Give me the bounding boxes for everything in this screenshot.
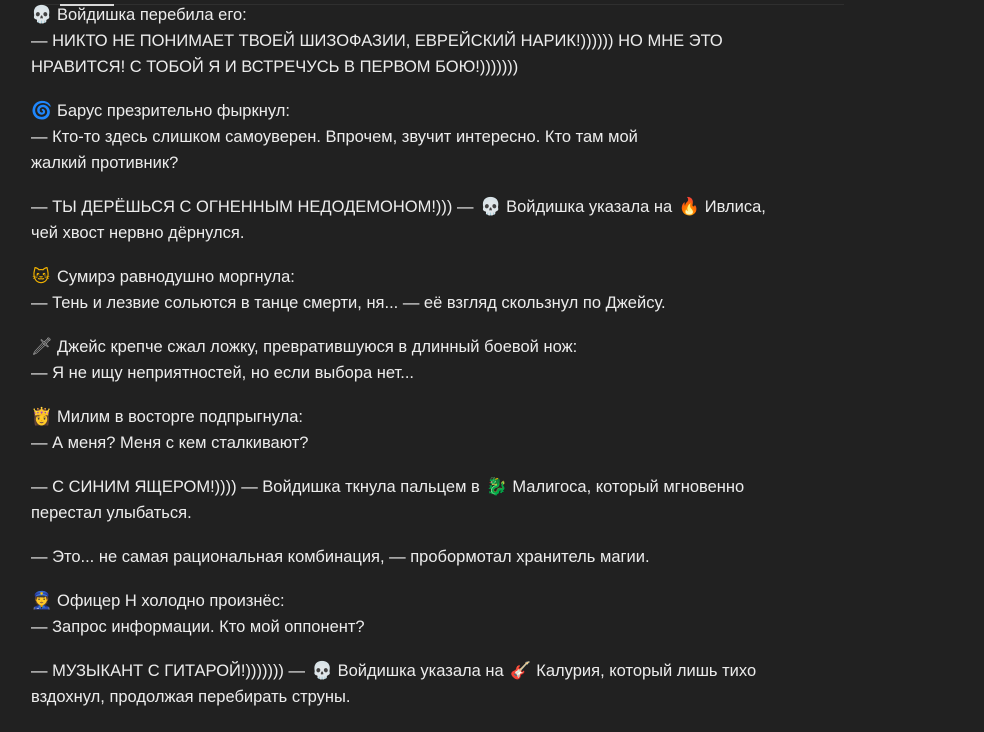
story-paragraph bbox=[31, 334, 836, 386]
dialogue-line: — Кто-то здесь слишком самоуверен. Впрочем, звучит интересно. Кто там мой bbox=[31, 128, 638, 146]
text-line bbox=[31, 2, 836, 28]
dialogue-line: — НИКТО НЕ ПОНИМАЕТ ТВОЕЙ ШИЗОФАЗИИ, ЕВРЕЙСКИЙ НАРИК!)))))) НО МНЕ ЭТО bbox=[31, 32, 723, 50]
text-line bbox=[31, 194, 836, 220]
dialogue-segment: — С СИНИМ ЯЩЕРОМ!)))) — Войдишка ткнула пальцем в bbox=[31, 478, 485, 496]
dialogue-line: — А меня? Меня с кем сталкивают? bbox=[31, 434, 309, 452]
story-paragraph bbox=[31, 404, 836, 456]
dialogue-segment: Калурия, который лишь тихо bbox=[536, 662, 757, 680]
text-line bbox=[31, 98, 836, 124]
speaker-intro: Барус презрительно фыркнул: bbox=[57, 102, 290, 120]
fire-icon: 🔥 bbox=[678, 197, 700, 217]
dialogue-line: — Тень и лезвие сольются в танце смерти, ня... — её взгляд скользнул по Джейсу. bbox=[31, 294, 666, 312]
text-line bbox=[31, 474, 836, 500]
speaker-intro: Милим в восторге подпрыгнула: bbox=[57, 408, 303, 426]
police-officer-icon: 👮 bbox=[31, 591, 53, 611]
dialogue-line: — Запрос информации. Кто мой оппонент? bbox=[31, 618, 365, 636]
story-paragraph bbox=[31, 658, 836, 710]
text-line bbox=[31, 588, 836, 614]
dialogue-line: вздохнул, продолжая перебирать струны. bbox=[31, 688, 351, 706]
story-paragraph bbox=[31, 2, 836, 80]
dialogue-line: чей хвост нервно дёрнулся. bbox=[31, 224, 245, 242]
text-line bbox=[31, 334, 836, 360]
skull-icon: 💀 bbox=[480, 197, 502, 217]
dialogue-segment: Войдишка указала на bbox=[337, 662, 509, 680]
text-line bbox=[31, 658, 836, 684]
speaker-intro: Офицер Н холодно произнёс: bbox=[57, 592, 285, 610]
dialogue-line: — Я не ищу неприятностей, но если выбора нет... bbox=[31, 364, 414, 382]
story-paragraph bbox=[31, 264, 836, 316]
dialogue-segment: Малигоса, который мгновенно bbox=[512, 478, 745, 496]
speaker-intro: Джейс крепче сжал ложку, превратившуюся в длинный боевой нож: bbox=[57, 338, 578, 356]
story-paragraph bbox=[31, 98, 836, 176]
skull-icon: 💀 bbox=[311, 661, 333, 681]
story-paragraph bbox=[31, 474, 836, 526]
dialogue-line: НРАВИТСЯ! С ТОБОЙ Я И ВСТРЕЧУСЬ В ПЕРВОМ БОЮ!))))))) bbox=[31, 58, 519, 76]
dialogue-line: — Это... не самая рациональная комбинация, — пробормотал хранитель магии. bbox=[31, 548, 650, 566]
dialogue-line: жалкий противник? bbox=[31, 154, 179, 172]
dialogue-segment: — МУЗЫКАНТ С ГИТАРОЙ!))))))) — bbox=[31, 662, 310, 680]
dialogue-line: перестал улыбаться. bbox=[31, 504, 192, 522]
skull-icon: 💀 bbox=[31, 5, 53, 25]
speaker-intro: Войдишка перебила его: bbox=[57, 6, 247, 24]
cyclone-icon: 🌀 bbox=[31, 101, 53, 121]
dialogue-segment: Войдишка указала на bbox=[506, 198, 677, 216]
speaker-intro: Сумирэ равнодушно моргнула: bbox=[57, 268, 295, 286]
dagger-icon: 🗡 bbox=[31, 337, 53, 357]
text-line bbox=[31, 264, 836, 290]
chat-message-body bbox=[31, 2, 836, 710]
dragon-icon: 🐉 bbox=[486, 477, 508, 497]
princess-icon: 👸 bbox=[31, 407, 53, 427]
story-paragraph bbox=[31, 588, 836, 640]
cat-face-icon: 🐱 bbox=[32, 267, 50, 287]
dialogue-segment: — ТЫ ДЕРЁШЬСЯ С ОГНЕННЫМ НЕДОДЕМОНОМ!))) — bbox=[31, 198, 479, 216]
story-paragraph bbox=[31, 544, 836, 570]
guitar-icon: 🎸 bbox=[510, 661, 532, 681]
story-paragraph bbox=[31, 194, 836, 246]
dialogue-segment: Ивлиса, bbox=[704, 198, 766, 216]
text-line bbox=[31, 404, 836, 430]
